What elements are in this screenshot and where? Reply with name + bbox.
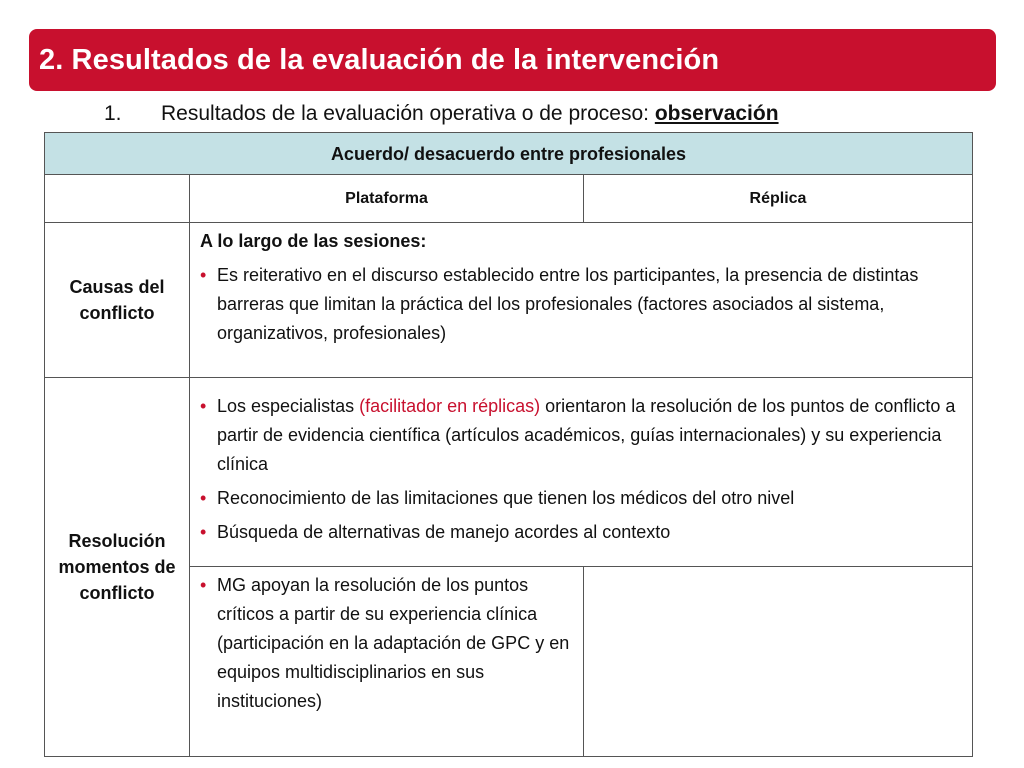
subtitle-emphasis: observación — [654, 102, 779, 125]
column-header-empty — [45, 175, 190, 223]
slide-title: 2. Resultados de la evaluación de la intervención — [39, 43, 720, 76]
list-item-text: Los especialistas — [217, 396, 360, 416]
resolucion-content — [190, 378, 973, 567]
list-item: • Es reiterativo en el discurso establecido entre los participantes, la presencia de distintas barreras que limitan la práctica del los profesionales (factores asociados al sistema, organizativos, profesionales) — [200, 261, 962, 348]
causas-intro: A lo largo de las sesiones: — [200, 231, 427, 251]
row-label-resolucion: Resolución momentos de conflicto — [45, 378, 190, 757]
title-bar — [29, 29, 996, 91]
list-item: • MG apoyan la resolución de los puntos críticos a partir de su experiencia clínica (participación en la adaptación de GPC y en equipos multidisciplinarios en sus instituciones) — [200, 571, 573, 716]
plataforma-cell — [190, 567, 584, 757]
subtitle-number: 1. — [104, 102, 122, 125]
highlighted-text: (facilitador en réplicas) — [359, 396, 541, 416]
list-item: • Búsqueda de alternativas de manejo acordes al contexto — [200, 518, 962, 547]
causas-content — [190, 223, 973, 378]
row-label-causas: Causas del conflicto — [45, 223, 190, 378]
list-item-text: orientaron la resolución de los puntos de conflicto a partir de evidencia científica (artículos académicos, guías internacionales) y su experiencia clínica — [217, 396, 956, 474]
list-item — [200, 392, 962, 479]
subtitle-text: Resultados de la evaluación operativa o de proceso: — [161, 102, 655, 125]
table-header: Acuerdo/ desacuerdo entre profesionales — [45, 133, 973, 175]
replica-cell — [584, 567, 973, 757]
column-header-replica: Réplica — [584, 175, 973, 223]
resolucion-list — [200, 392, 962, 547]
list-item: • Reconocimiento de las limitaciones que tienen los médicos del otro nivel — [200, 484, 962, 513]
column-header-plataforma: Plataforma — [190, 175, 584, 223]
causas-list — [200, 261, 962, 348]
plataforma-list — [200, 571, 573, 716]
professionals-table — [44, 132, 973, 757]
subtitle — [104, 102, 779, 126]
